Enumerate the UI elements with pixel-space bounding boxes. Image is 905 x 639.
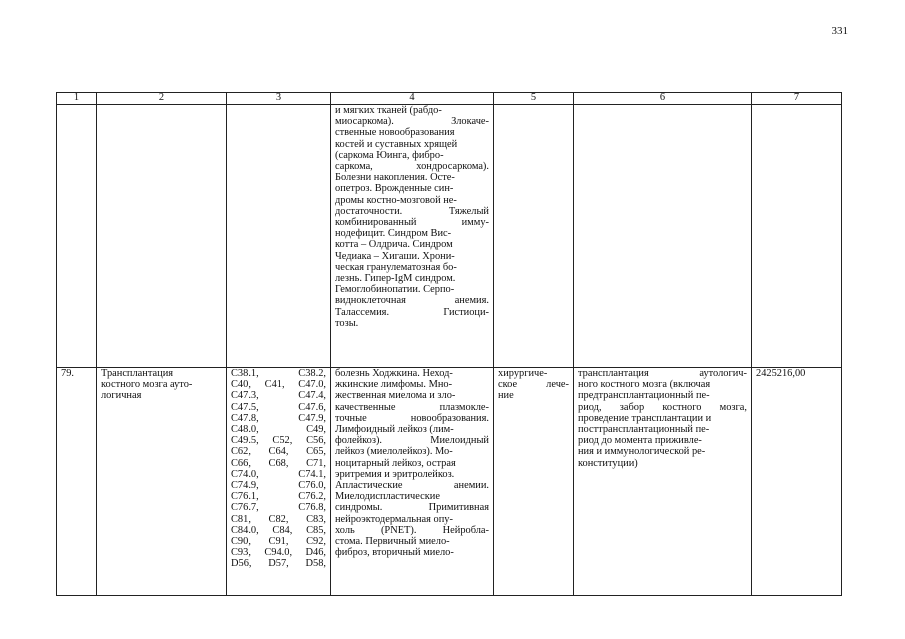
code-line: D56, D57, D58, [231, 558, 326, 570]
text-line: точные новообразования. [335, 412, 489, 424]
text-line: трансплантация аутологич- [578, 368, 747, 379]
code-line: C48.0, C49, [231, 424, 326, 436]
code-line: C40, C41, C47.0, [231, 379, 326, 391]
text-line: стома. Первичный миело- [335, 536, 450, 548]
text-line: опетроз. Врожденные син- [335, 183, 454, 195]
code-line: C90, C91, C92, [231, 536, 326, 548]
header-col-3: 3 [227, 93, 331, 105]
code-line: C74.9, C76.0, [231, 480, 326, 492]
text-line: Трансплантация [101, 368, 174, 379]
text-line: Талассемия. Гистиоци- [335, 306, 489, 318]
text-line: костного мозга ауто- [101, 379, 193, 391]
text-line: ния и иммунологической ре- [578, 446, 706, 458]
header-row [57, 93, 842, 105]
text-line: достаточности. Тяжелый [335, 205, 489, 217]
text-line: нейроэктодермальная опу- [335, 513, 453, 525]
text-line: саркома, хондросаркома). [335, 161, 489, 173]
page-number: 331 [831, 25, 848, 37]
text-line: качественные плазмокле- [335, 401, 489, 413]
cell-empty [494, 105, 574, 368]
cell-empty [57, 105, 97, 368]
text-line: эритремия и эритролейкоз. [335, 468, 455, 480]
text-line: видноклеточная анемия. [335, 295, 489, 307]
text-line: ческая гранулематозная бо- [335, 261, 457, 273]
text-line: Лимфоидный лейкоз (лим- [335, 424, 454, 436]
text-line: дромы костно-мозговой не- [335, 194, 457, 206]
cost-value: 2425216,00 [756, 368, 806, 379]
code-line: C38.1, C38.2, [231, 368, 326, 379]
cell-empty [97, 105, 227, 368]
code-line: C74.0, C74.1, [231, 468, 326, 480]
text-line: Апластические анемии. [335, 480, 489, 492]
text-line: предтрансплантационный пе- [578, 390, 710, 402]
table-row-continuation [57, 105, 842, 368]
cell-diseases-continued [331, 105, 494, 368]
row-number: 79. [61, 368, 74, 379]
code-line: C84.0, C84, C85, [231, 524, 326, 536]
cell-treatment-type [494, 368, 574, 596]
cell-procedure-name [97, 368, 227, 596]
text-line: тозы. [335, 317, 359, 329]
tariff-table [56, 92, 842, 596]
header-col-4: 4 [331, 93, 494, 105]
text-line: ноцитарный лейкоз, острая [335, 457, 456, 469]
text-line: логичная [101, 390, 142, 402]
text-line: миосаркома). Злокаче- [335, 116, 489, 128]
text-word: лече- [546, 379, 569, 391]
cell-diseases [331, 368, 494, 596]
text-line: риод, забор костного мозга, [578, 401, 747, 413]
text-line: ного костного мозга (включая [578, 379, 711, 391]
text-line: Болезни накопления. Осте- [335, 172, 455, 184]
text-word: ское [498, 379, 518, 391]
cell-cost [752, 368, 842, 596]
text-line: проведение трансплантации и [578, 412, 712, 424]
header-col-2: 2 [97, 93, 227, 105]
code-line: C47.5, C47.6, [231, 401, 326, 413]
text-line: костей и суставных хрящей [335, 138, 458, 150]
text-line: конституции) [578, 457, 638, 469]
text-line: жественная миелома и зло- [335, 390, 456, 402]
cell-icd-codes [227, 368, 331, 596]
header-col-6: 6 [574, 93, 752, 105]
text-line: Чедиака – Хигаши. Хрони- [335, 250, 455, 262]
code-line: C47.8, C47.9, [231, 412, 326, 424]
text-line: Миелодиспластические [335, 491, 440, 503]
text-line: котта – Олдрича. Синдром [335, 239, 453, 251]
text-line: нодефицит. Синдром Вис- [335, 228, 452, 240]
text-line: риод до момента приживле- [578, 435, 702, 447]
cell-empty [227, 105, 331, 368]
text-line: фолейкоз). Миелоидный [335, 435, 489, 447]
header-col-5: 5 [494, 93, 574, 105]
code-line: C81, C82, C83, [231, 513, 326, 525]
text-line [498, 379, 569, 390]
text-line: болезнь Ходжкина. Неход- [335, 368, 453, 379]
text-line: и мягких тканей (рабдо- [335, 105, 442, 116]
code-line: C47.3, C47.4, [231, 390, 326, 402]
code-line: C66, C68, C71, [231, 457, 326, 469]
text-line: Гемоглобинопатии. Серпо- [335, 284, 455, 296]
cell-empty [752, 105, 842, 368]
text-line: лезнь. Гипер-IgM синдром. [335, 273, 456, 285]
text-line: ние [498, 390, 514, 402]
text-line: холь (PNET). Нейробла- [335, 524, 489, 536]
code-line: C49.5, C52, C56, [231, 435, 326, 447]
header-col-7: 7 [752, 93, 842, 105]
text-line: ственные новообразования [335, 127, 455, 139]
cell-treatment-method [574, 368, 752, 596]
code-line: C76.1, C76.2, [231, 491, 326, 503]
text-line: посттрансплантационный пе- [578, 424, 710, 436]
code-line: C76.7, C76.8, [231, 502, 326, 514]
text-line: лейкоз (миелолейкоз). Мо- [335, 446, 453, 458]
text-line: хирургиче- [498, 368, 548, 379]
text-line: жкинские лимфомы. Мно- [335, 379, 453, 391]
cell-row-number [57, 368, 97, 596]
header-col-1: 1 [57, 93, 97, 105]
cell-empty [574, 105, 752, 368]
code-line: C93, C94.0, D46, [231, 547, 326, 559]
text-line: синдромы. Примитивная [335, 502, 489, 514]
code-line: C62, C64, C65, [231, 446, 326, 458]
text-line: фиброз, вторичный миело- [335, 547, 454, 559]
text-line: комбинированный имму- [335, 217, 489, 229]
table-row-79 [57, 368, 842, 596]
text-line: (саркома Юинга, фибро- [335, 149, 444, 161]
